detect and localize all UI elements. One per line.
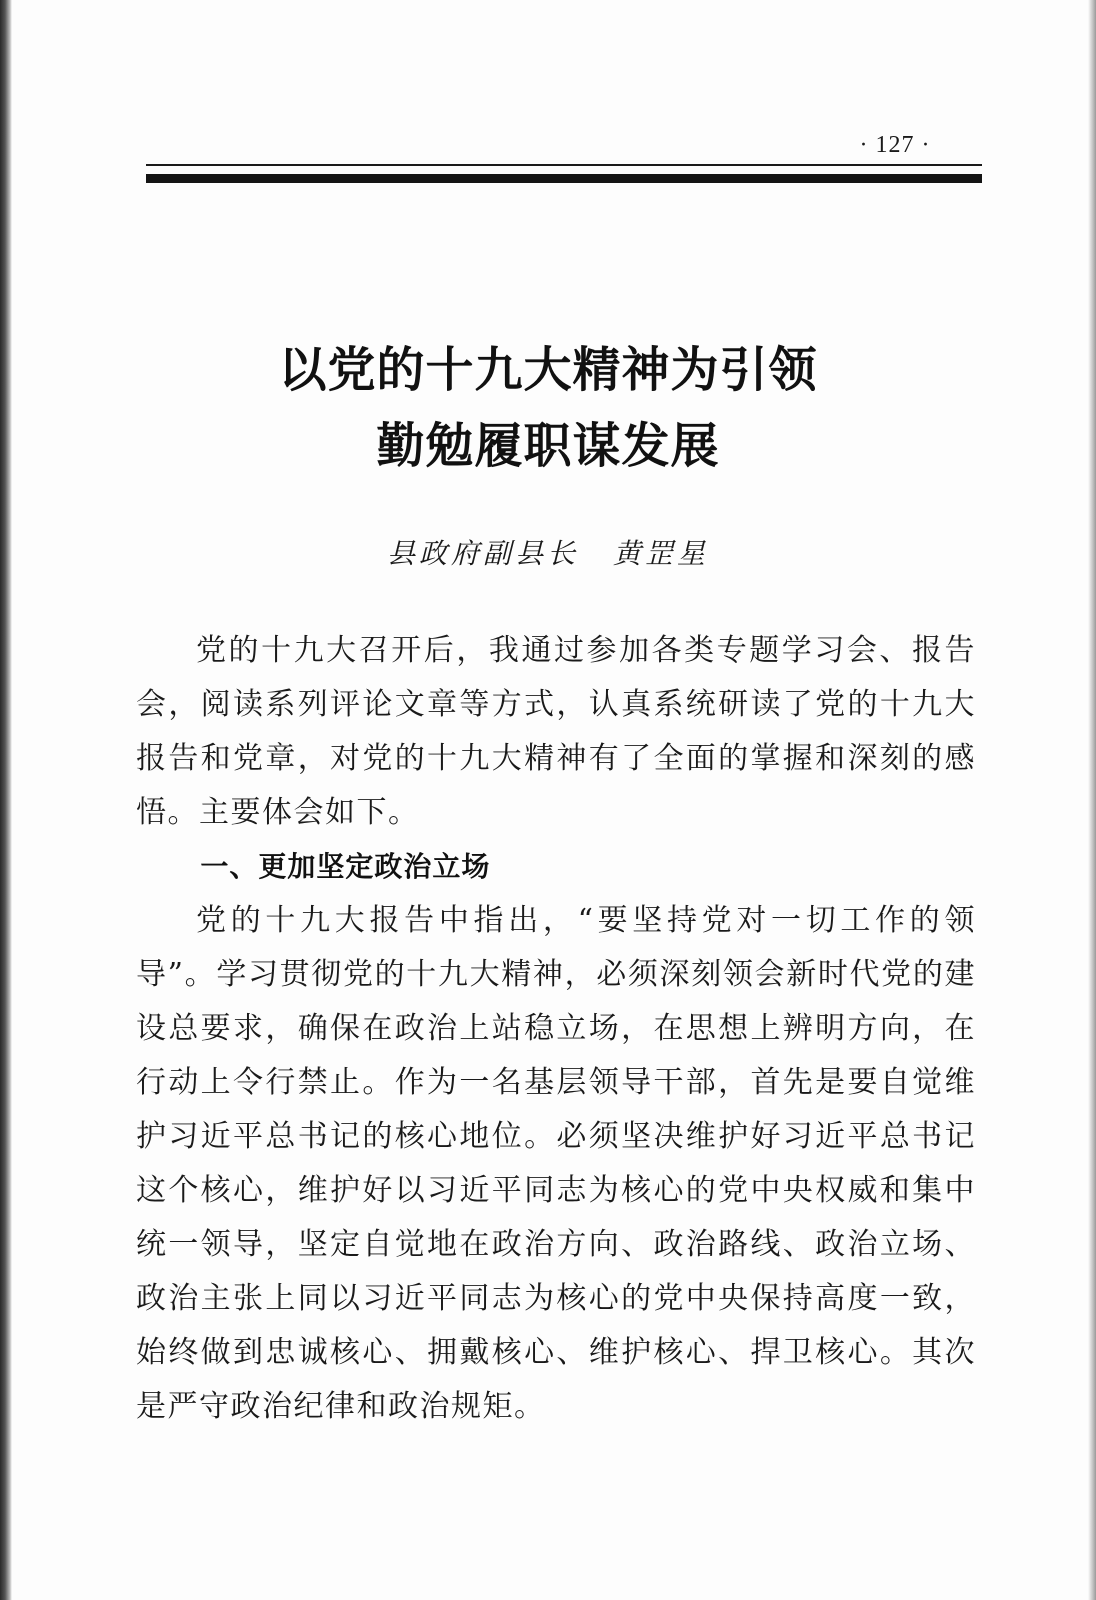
page-right-edge [1088,0,1096,1600]
paragraph-intro: 党的十九大召开后，我通过参加各类专题学习会、报告会，阅读系列评论文章等方式，认真系统研读了党的十九大报告和党章，对党的十九大精神有了全面的掌握和深刻的感悟。主要体会如下。 [136,633,976,830]
page-number: · 127 · [859,132,931,158]
article-title [0,332,1096,484]
author-byline [0,532,1096,572]
section-heading: 一、更加坚定政治立场 [200,850,491,883]
author-name: 黄罡星 [613,537,710,570]
title-line-2: 勤勉履职谋发展 [376,418,720,474]
paragraph-section-1: 党的十九大报告中指出，“要坚持党对一切工作的领导”。学习贯彻党的十九大精神，必须深刻领会新时代党的建设总要求，确保在政治上站稳立场，在思想上辨明方向，在行动上令行禁止。作为一名基层领导干部，首先是要自觉维护习近平总书记的核心地位。必须坚决维护好习近平总书记这个核心，维护好以习近平同志为核心的党中央权威和集中统一领导，坚定自觉地在政治方向、政治路线、政治立场、政治主张上同以习近平同志为核心的党中央保持高度一致，始终做到忠诚核心、拥戴核心、维护核心、捍卫核心。其次是严守政治纪律和政治规矩。 [136,903,976,1424]
title-line-1: 以党的十九大精神为引领 [278,342,818,398]
header-rule-thin [146,164,982,166]
author-position: 县政府副县长 [386,537,579,570]
header-rule-thick [146,174,982,183]
article-body [136,624,976,1434]
page-binding-edge [0,0,12,1600]
